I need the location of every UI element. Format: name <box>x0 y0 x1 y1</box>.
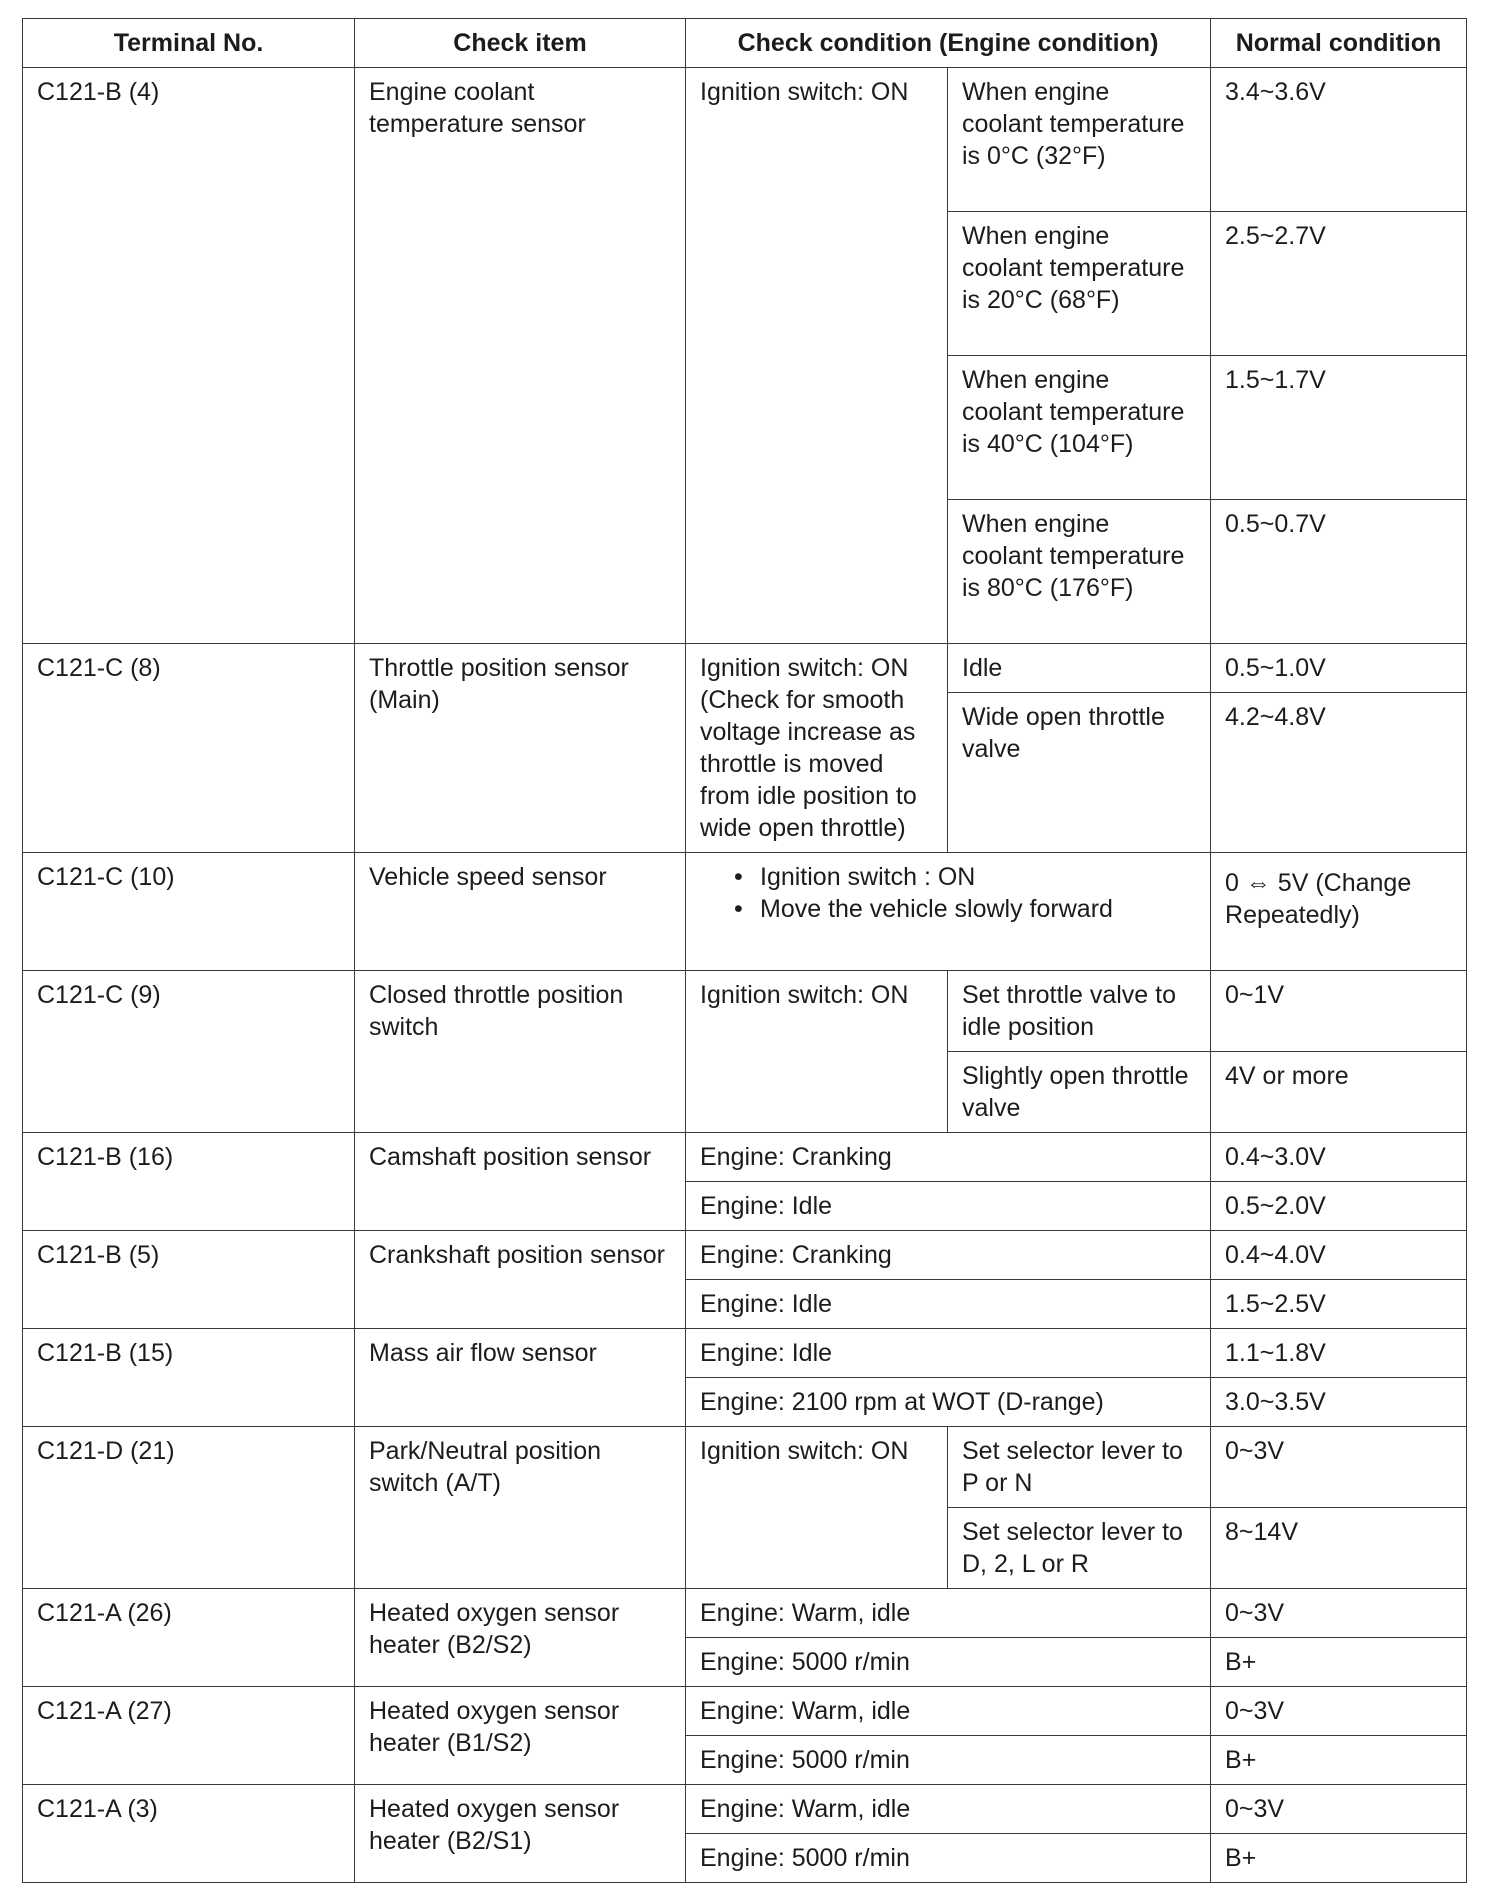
terminal-cell: C121-C (10) <box>23 853 355 971</box>
normal-condition-cell: 0.5~1.0V <box>1211 644 1467 693</box>
normal-condition-cell: B+ <box>1211 1834 1467 1883</box>
table-row <box>23 1785 1467 1834</box>
terminal-cell: C121-B (15) <box>23 1329 355 1427</box>
check-condition-cell: Engine: 5000 r/min <box>686 1834 1211 1883</box>
table-row <box>23 1427 1467 1508</box>
table-row <box>23 68 1467 212</box>
check-item-cell: Engine coolant temperature sensor <box>355 68 686 644</box>
normal-condition-cell: 1.5~1.7V <box>1211 356 1467 500</box>
normal-condition-cell: 0~3V <box>1211 1687 1467 1736</box>
normal-condition-cell: 0~3V <box>1211 1785 1467 1834</box>
terminal-cell: C121-C (8) <box>23 644 355 853</box>
check-condition-cell: Ignition switch: ON <box>686 1427 948 1589</box>
table-row <box>23 1589 1467 1638</box>
check-condition-cell: Engine: Warm, idle <box>686 1589 1211 1638</box>
check-item-cell: Camshaft position sensor <box>355 1133 686 1231</box>
check-condition-cell: Engine: 5000 r/min <box>686 1736 1211 1785</box>
condition-detail-cell: Wide open throttle valve <box>948 693 1211 853</box>
check-condition-cell: Ignition switch: ON <box>686 68 948 644</box>
normal-condition-cell: B+ <box>1211 1638 1467 1687</box>
normal-condition-cell: 1.1~1.8V <box>1211 1329 1467 1378</box>
ecm-terminal-check-table <box>22 18 1467 1883</box>
check-condition-cell: Engine: Idle <box>686 1182 1211 1231</box>
normal-condition-cell: 0~3V <box>1211 1589 1467 1638</box>
check-item-cell: Mass air flow sensor <box>355 1329 686 1427</box>
condition-detail-cell: When engine coolant temperature is 40°C (104°F) <box>948 356 1211 500</box>
condition-detail-cell: Slightly open throttle valve <box>948 1052 1211 1133</box>
normal-condition-cell: 1.5~2.5V <box>1211 1280 1467 1329</box>
check-item-cell: Heated oxygen sensor heater (B2/S2) <box>355 1589 686 1687</box>
normal-condition-cell: 4V or more <box>1211 1052 1467 1133</box>
table-row <box>23 1133 1467 1182</box>
table-header-row <box>23 19 1467 68</box>
header-terminal-no: Terminal No. <box>23 19 355 68</box>
check-condition-cell <box>686 853 1211 971</box>
terminal-cell: C121-B (5) <box>23 1231 355 1329</box>
condition-detail-cell: Set throttle valve to idle position <box>948 971 1211 1052</box>
header-normal-condition: Normal condition <box>1211 19 1467 68</box>
check-condition-cell: Ignition switch: ON (Check for smooth voltage increase as throttle is moved from idle position to wide open throttle) <box>686 644 948 853</box>
normal-condition-cell: 3.0~3.5V <box>1211 1378 1467 1427</box>
condition-bullet: • Ignition switch : ON <box>760 861 1196 893</box>
terminal-cell: C121-A (3) <box>23 1785 355 1883</box>
condition-detail-cell: Set selector lever to D, 2, L or R <box>948 1508 1211 1589</box>
terminal-cell: C121-A (27) <box>23 1687 355 1785</box>
normal-condition-cell: 4.2~4.8V <box>1211 693 1467 853</box>
table-row <box>23 853 1467 971</box>
terminal-cell: C121-B (16) <box>23 1133 355 1231</box>
terminal-cell: C121-D (21) <box>23 1427 355 1589</box>
condition-bullet: • Move the vehicle slowly forward <box>760 893 1196 925</box>
table-row <box>23 1329 1467 1378</box>
condition-detail-cell: Set selector lever to P or N <box>948 1427 1211 1508</box>
header-check-condition: Check condition (Engine condition) <box>686 19 1211 68</box>
table-row <box>23 644 1467 693</box>
condition-detail-cell: When engine coolant temperature is 0°C (32°F) <box>948 68 1211 212</box>
check-item-cell: Vehicle speed sensor <box>355 853 686 971</box>
normal-condition-cell: 3.4~3.6V <box>1211 68 1467 212</box>
condition-detail-cell: Idle <box>948 644 1211 693</box>
check-condition-cell: Engine: Cranking <box>686 1133 1211 1182</box>
normal-condition-cell: B+ <box>1211 1736 1467 1785</box>
normal-condition-cell: 0.5~2.0V <box>1211 1182 1467 1231</box>
condition-detail-cell: When engine coolant temperature is 20°C (68°F) <box>948 212 1211 356</box>
normal-condition-cell: 0 ⇔ 5V (Change Repeatedly) <box>1211 853 1467 971</box>
normal-condition-cell: 0~1V <box>1211 971 1467 1052</box>
check-item-cell: Park/Neutral position switch (A/T) <box>355 1427 686 1589</box>
check-condition-cell: Engine: Warm, idle <box>686 1687 1211 1736</box>
terminal-cell: C121-A (26) <box>23 1589 355 1687</box>
terminal-cell: C121-C (9) <box>23 971 355 1133</box>
normal-condition-cell: 2.5~2.7V <box>1211 212 1467 356</box>
normal-condition-cell: 0.5~0.7V <box>1211 500 1467 644</box>
check-condition-cell: Engine: 2100 rpm at WOT (D-range) <box>686 1378 1211 1427</box>
check-condition-cell: Engine: Cranking <box>686 1231 1211 1280</box>
document-page <box>22 18 1466 1883</box>
normal-condition-cell: 8~14V <box>1211 1508 1467 1589</box>
normal-condition-cell: 0~3V <box>1211 1427 1467 1508</box>
condition-detail-cell: When engine coolant temperature is 80°C (176°F) <box>948 500 1211 644</box>
check-condition-cell: Engine: Idle <box>686 1329 1211 1378</box>
normal-condition-cell: 0.4~3.0V <box>1211 1133 1467 1182</box>
check-item-cell: Throttle position sensor (Main) <box>355 644 686 853</box>
table-row <box>23 971 1467 1052</box>
check-item-cell: Closed throttle position switch <box>355 971 686 1133</box>
header-check-item: Check item <box>355 19 686 68</box>
table-row <box>23 1231 1467 1280</box>
condition-bullet-list <box>734 861 1196 925</box>
check-condition-cell: Engine: Warm, idle <box>686 1785 1211 1834</box>
terminal-cell: C121-B (4) <box>23 68 355 644</box>
check-item-cell: Heated oxygen sensor heater (B2/S1) <box>355 1785 686 1883</box>
check-item-cell: Crankshaft position sensor <box>355 1231 686 1329</box>
check-condition-cell: Engine: Idle <box>686 1280 1211 1329</box>
check-item-cell: Heated oxygen sensor heater (B1/S2) <box>355 1687 686 1785</box>
table-row <box>23 1687 1467 1736</box>
check-condition-cell: Engine: 5000 r/min <box>686 1638 1211 1687</box>
check-condition-cell: Ignition switch: ON <box>686 971 948 1133</box>
normal-condition-cell: 0.4~4.0V <box>1211 1231 1467 1280</box>
